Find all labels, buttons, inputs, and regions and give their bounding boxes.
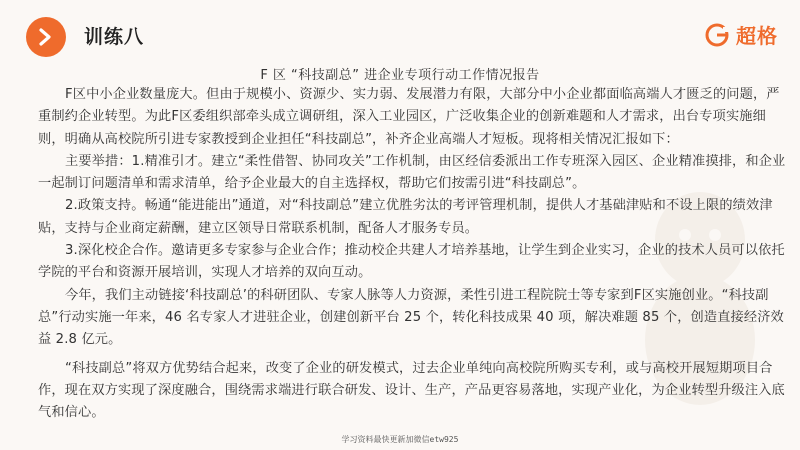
play-icon-glyph [35, 26, 57, 48]
document-body [38, 84, 790, 424]
document-title: F 区 “科技副总” 进企业专项行动工作情况报告 [260, 68, 540, 83]
paragraph-measure-2: 2.政策支持。畅通“能进能出”通道，对“科技副总”建立优胜劣汰的考评管理机制，提供人才基础津贴和不设上限的绩效津贴，支持与企业商定薪酬，建立区领导日常联系机制，配备人才服务专员。 [38, 198, 773, 236]
paragraph-results: 今年，我们主动链接‘科技副总’的科研团队、专家人脉等人力资源，柔性引进工程院院士等专家到F区实施创业。“科技副总”行动实施一年来，46 名专家人才进驻企业，创建创新平台 25 个，转化科技成果 40 项，解决难题 85 个，创造直接经济效益 2.8 亿元。 [38, 287, 784, 348]
brand-name: 超格 [736, 24, 778, 48]
header-bar [0, 0, 800, 58]
brand-logo-icon [704, 22, 730, 48]
paragraph-intro: F区中小企业数量庞大。但由于规模小、资源少、实力弱、发展潜力有限，大部分中小企业都面临高端人才匮乏的问题，严重制约企业转型。为此F区委组织部牵头成立调研组，深入工业园区，广泛收集企业的创新难题和人才需求，出台专项实施细则，明确从高校院所引进专家教授到企业担任“科技副总”，补齐企业高端人才短板。现将相关情况汇报如下： [38, 87, 780, 147]
section-title: 训练八 [84, 26, 145, 48]
footer-note: 学习资料最快更新加微信etw925 [341, 435, 459, 444]
paragraph-measure-3: 3.深化校企合作。邀请更多专家参与企业合作；推动校企共建人才培养基地，让学生到企业实习，企业的技术人员可以依托学院的平台和资源开展培训，实现人才培养的双向互动。 [38, 243, 785, 281]
brand-logo [704, 20, 778, 49]
play-icon [26, 17, 66, 57]
paragraph-measure-1: 主要举措：1.精准引才。建立“柔性借智、协同攻关”工作机制，由区经信委派出工作专班深入园区、企业精准摸排，和企业一起制订问题清单和需求清单，给予企业最大的自主选择权，帮助它们按需引进“科技副总”。 [38, 153, 786, 192]
paragraph-conclusion: “科技副总”将双方优势结合起来，改变了企业的研发模式，过去企业单纯向高校院所购买专利，或与高校开展短期项目合作，现在双方实现了深度融合，围绕需求端进行联合研发、设计、生产，产品更容易落地，实现产业化，为企业转型升级注入底气和信心。 [38, 360, 785, 421]
